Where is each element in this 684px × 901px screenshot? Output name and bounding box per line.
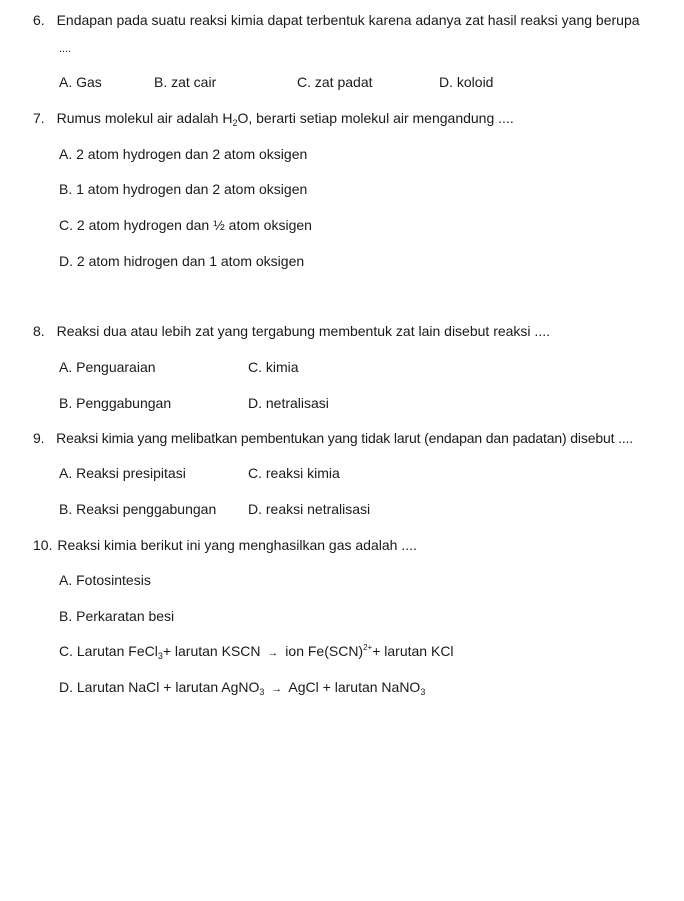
- option-b[interactable]: B. zat cair: [154, 74, 217, 90]
- question-text: Reaksi kimia yang melibatkan pembentukan yang tidak larut (endapan dan padatan) disebut ....: [56, 430, 634, 446]
- question-8: [33, 322, 550, 340]
- text-part: D. Larutan NaCl + larutan AgNO: [59, 679, 260, 695]
- question-number: 7.: [33, 110, 45, 126]
- arrow-icon: →: [271, 683, 283, 695]
- option-a[interactable]: A. Fotosintesis: [59, 572, 151, 588]
- option-d[interactable]: [59, 678, 425, 698]
- question-text: Endapan pada suatu reaksi kimia dapat terbentuk karena adanya zat hasil reaksi yang berupa: [56, 12, 640, 28]
- question-text: Reaksi kimia berikut ini yang menghasilkan gas adalah ....: [57, 537, 417, 553]
- option-b[interactable]: B. 1 atom hydrogen dan 2 atom oksigen: [59, 181, 308, 197]
- text-part: Rumus molekul air adalah H: [56, 110, 233, 126]
- option-a[interactable]: A. 2 atom hydrogen dan 2 atom oksigen: [59, 146, 308, 162]
- text-part: O, berarti setiap molekul air mengandung ....: [237, 110, 514, 126]
- question-text: Reaksi dua atau lebih zat yang tergabung membentuk zat lain disebut reaksi ....: [56, 323, 550, 339]
- option-a[interactable]: A. Penguaraian: [59, 359, 156, 375]
- option-d[interactable]: D. 2 atom hidrogen dan 1 atom oksigen: [59, 253, 305, 269]
- option-a[interactable]: A. Gas: [59, 74, 102, 90]
- question-continuation: ....: [59, 43, 72, 55]
- question-6: [33, 11, 640, 29]
- option-b[interactable]: B. Perkaratan besi: [59, 608, 175, 624]
- text-part: ion Fe(SCN): [285, 643, 364, 659]
- option-b[interactable]: B. Penggabungan: [59, 395, 172, 411]
- question-number: 8.: [33, 323, 45, 339]
- option-a[interactable]: A. Reaksi presipitasi: [59, 465, 186, 481]
- text-part: + larutan KSCN: [162, 643, 261, 659]
- text-part: + larutan KCl: [372, 643, 454, 659]
- option-d[interactable]: D. netralisasi: [248, 395, 329, 411]
- question-text: [57, 110, 514, 126]
- option-c[interactable]: C. zat padat: [297, 74, 373, 90]
- subscript: 3: [157, 651, 163, 661]
- question-7: [33, 109, 514, 129]
- question-10: [33, 536, 417, 554]
- option-d[interactable]: D. reaksi netralisasi: [248, 501, 371, 517]
- question-number: 9.: [33, 430, 45, 446]
- option-c[interactable]: C. 2 atom hydrogen dan ½ atom oksigen: [59, 217, 312, 233]
- subscript: 3: [259, 687, 265, 697]
- text-part: C. Larutan FeCl: [59, 643, 158, 659]
- subscript: 3: [420, 687, 426, 697]
- text-part: AgCl + larutan NaNO: [288, 679, 421, 695]
- question-number: 10.: [33, 537, 53, 553]
- subscript: 2: [232, 118, 238, 128]
- arrow-icon: →: [267, 647, 279, 659]
- question-number: 6.: [33, 12, 45, 28]
- option-b[interactable]: B. Reaksi penggabungan: [59, 501, 217, 517]
- superscript: 2+: [363, 643, 373, 652]
- question-9: [33, 429, 633, 447]
- option-c[interactable]: C. reaksi kimia: [248, 465, 340, 481]
- option-c[interactable]: C. kimia: [248, 359, 299, 375]
- option-c[interactable]: [59, 642, 454, 663]
- option-d[interactable]: D. koloid: [439, 74, 494, 90]
